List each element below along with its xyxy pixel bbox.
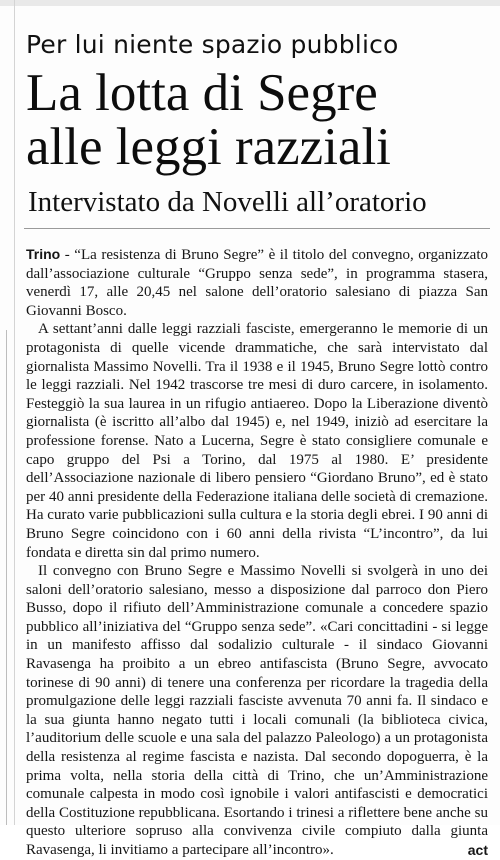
dateline: Trino <box>26 246 61 262</box>
scan-edge-left <box>0 0 15 825</box>
subheadline: Intervistato da Novelli all’oratorio <box>28 186 427 218</box>
headline <box>26 66 496 174</box>
paragraph-1-text: - “La resistenza di Bruno Segre” è il titolo del convegno, organizzato dall’associazione culturale “Gruppo senza sede”, in programma stasera, venerdì 17, alle 20,45 nel salone dell’oratorio salesiano di piazza San Giovanni Bosco. <box>26 247 488 319</box>
divider-rule <box>24 228 490 229</box>
scan-edge-top <box>0 0 500 6</box>
headline-line-1: La lotta di Segre <box>26 64 378 122</box>
headline-line-2: alle leggi razziali <box>26 118 391 176</box>
article-body <box>26 245 488 860</box>
article-paragraph <box>26 562 488 860</box>
article-paragraph <box>26 245 488 320</box>
kicker: Per lui niente spazio pubblico <box>26 30 399 59</box>
author-signature: act <box>467 842 488 858</box>
article-paragraph: A settant’anni dalle leggi razziali fasciste, emergeranno le memorie di un protagonista di quelle vicende drammatiche, che sarà intervistato dal giornalista Massimo Novelli. Tra il 1938 e il 1945, Bruno Segre lottò contro le leggi razziali. Nel 1942 trascorse tre mesi di duro carcere, in isolamento. Festeggiò la sua laurea in un rifugio antiaereo. Dopo la Liberazione diventò giornalista (è iscritto all’albo dal 1945) e, nel 1949, iniziò ad esercitare la professione forense. Nato a Lucerna, Segre è stato consigliere comunale e capo gruppo del Psi a Torino, dal 1975 al 1980. E’ presidente dell’Associazione nazionale di libero pensiero “Giordano Bruno”, ed è stato per 40 anni presidente della Federazione italiana delle società di cremazione. Ha curato varie pubblicazioni sulla cultura e la storia degli ebrei. I 90 anni di Bruno Segre coincidono con i 60 anni della rivista “L’incontro”, da lui fondata e diretta sin dal primo numero. <box>26 321 488 561</box>
paragraph-3-text: Il convegno con Bruno Segre e Massimo Novelli si svolgerà in uno dei saloni dell’oratorio salesiano, messo a disposizione dal parroco don Piero Busso, dopo il rifiuto dell’Amministrazione comunale a concedere spazio pubblico all’iniziativa del “Gruppo senza sede”. «Cari concittadini - si legge in un manifesto affisso dal sodalizio culturale - il sindaco Giovanni Ravasenga ha proibito a un ebreo antifascista (Bruno Segre, avvocato torinese di 90 anni) di tenere una conferenza per ricordare la tragedia della promulgazione delle leggi razziali fasciste avvenuta 70 anni fa. Il sindaco e la sua giunta hanno negato tutti i locali comunali (la biblioteca civica, l’auditorium delle scuole e una sala del palazzo Paleologo) a un protagonista della resistenza al regime fascista e nazista. Dal secondo dopoguerra, è la prima volta, nella storia della città di Trino, che un’Amministrazione comunale calpesta in modo così ignobile i valori antifascisti e democratici della Costituzione repubblicana. Esortando i trinesi a riflettere bene anche su questo ulteriore sopruso alla convivenza civile compiuto dalla giunta Ravasenga, li invitiamo a partecipare all’incontro». <box>26 563 488 858</box>
column-divider <box>6 330 7 825</box>
